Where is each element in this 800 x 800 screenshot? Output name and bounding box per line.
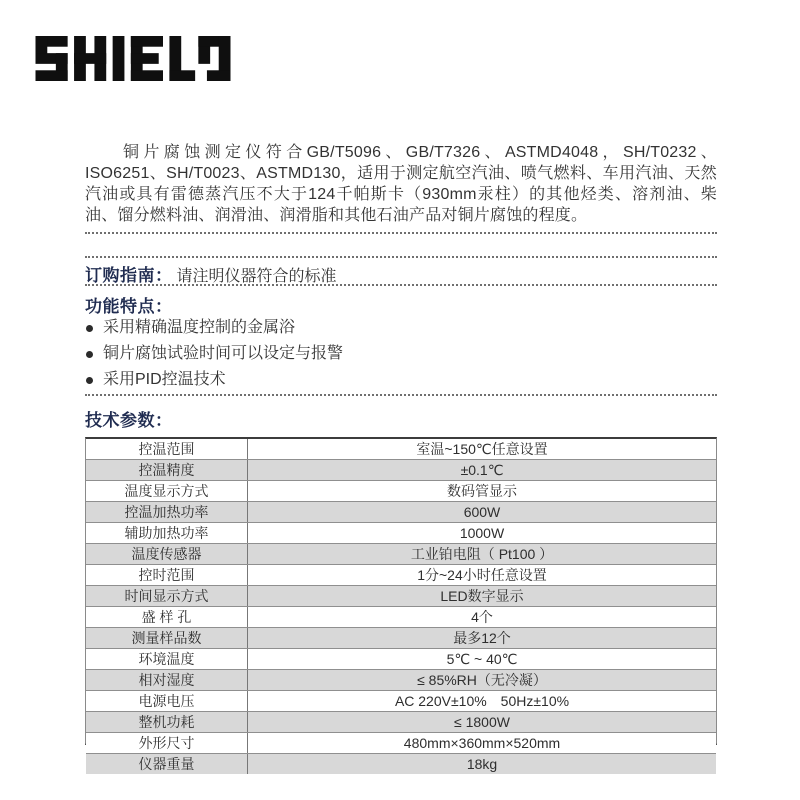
spec-name-cell: 外形尺寸 [86, 733, 248, 753]
divider-dotted-4 [85, 394, 717, 396]
feature-text: 采用精确温度控制的金属浴 [103, 319, 296, 336]
order-guide-text: 请注明仪器符合的标准 [176, 268, 337, 285]
spec-value-cell: 1000W [459, 525, 505, 541]
table-row [86, 522, 716, 543]
spec-name-cell: 控温精度 [86, 460, 248, 480]
bullet-icon [86, 377, 93, 384]
spec-value-cell: AC 220V±10% 50Hz±10% [394, 693, 570, 709]
feature-text: 采用PID控温技术 [103, 371, 226, 388]
spec-value-cell: 480mm×360mm×520mm [403, 735, 561, 751]
logo-text [35, 81, 36, 82]
spec-name-cell: 控温加热功率 [86, 502, 248, 522]
spec-value-cell: 室温~150℃任意设置 [416, 441, 548, 457]
table-row [86, 711, 716, 732]
features-heading: 功能特点： [85, 297, 173, 316]
feature-item [85, 368, 343, 394]
specs-heading: 技术参数： [85, 411, 173, 430]
table-row [86, 627, 716, 648]
table-row [86, 648, 716, 669]
spec-name-cell: 相对湿度 [86, 670, 248, 690]
table-row [86, 543, 716, 564]
order-guide-label: 订购指南： [85, 266, 173, 285]
table-row [86, 669, 716, 690]
table-row [86, 606, 716, 627]
intro-paragraph: 铜片腐蚀测定仪符合GB/T5096、GB/T7326、ASTMD4048，SH/T0232、ISO6251、SH/T0023、ASTMD130，适用于测定航空汽油、喷气燃料、车用汽油、天然汽油或具有雷德蒸汽压不大于124千帕斯卡（930mm汞柱）的其他烃类、溶剂油、柴油、馏分燃料油、润滑油、润滑脂和其他石油产品对铜片腐蚀的程度。 [85, 144, 717, 224]
spec-value-cell: ≤ 1800W [454, 714, 510, 730]
shield-logo [35, 36, 231, 81]
spec-value-cell: ±0.1℃ [460, 461, 504, 478]
divider-dotted-3 [85, 284, 717, 286]
table-row [86, 585, 716, 606]
feature-item [85, 316, 343, 342]
spec-name-cell: 电源电压 [86, 691, 248, 711]
shield-logo-icon [35, 36, 231, 81]
feature-list [85, 316, 343, 394]
spec-value-cell: 工业铂电阻（ Pt100 ） [410, 546, 554, 562]
spec-name-cell: 测量样品数 [86, 628, 248, 648]
spec-value-cell: 600W [463, 504, 501, 520]
table-row [86, 690, 716, 711]
spec-value-cell: 5℃ ~ 40℃ [446, 650, 518, 667]
bullet-icon [86, 351, 93, 358]
table-row [86, 459, 716, 480]
spec-name-cell: 整机功耗 [86, 712, 248, 732]
spec-name-cell: 控时范围 [86, 565, 248, 585]
table-row [86, 480, 716, 501]
spec-value-cell: 18kg [466, 756, 498, 772]
table-row [86, 564, 716, 585]
spec-name-cell: 温度传感器 [86, 544, 248, 564]
table-row [86, 753, 716, 774]
spec-value-cell: ≤ 85%RH（无冷凝） [417, 672, 547, 688]
spec-value-cell: 1分~24小时任意设置 [417, 567, 547, 583]
spec-name-cell: 时间显示方式 [86, 586, 248, 606]
table-row [86, 439, 716, 459]
order-guide-line [85, 261, 717, 286]
bullet-icon [86, 325, 93, 332]
spec-name-cell: 控温范围 [86, 439, 248, 459]
spec-name-cell: 仪器重量 [86, 754, 248, 774]
spec-value-cell: 4个 [471, 609, 493, 625]
spec-name-cell: 温度显示方式 [86, 481, 248, 501]
spec-table [85, 437, 717, 772]
spec-name-cell: 环境温度 [86, 649, 248, 669]
spec-name-cell: 辅助加热功率 [86, 523, 248, 543]
table-row [86, 501, 716, 522]
spec-name-cell: 盛 样 孔 [86, 607, 248, 627]
feature-text: 铜片腐蚀试验时间可以设定与报警 [103, 345, 344, 362]
divider-dotted-1 [85, 232, 717, 234]
table-row [86, 732, 716, 753]
feature-item [85, 342, 343, 368]
spec-value-cell: LED数字显示 [440, 588, 524, 604]
spec-value-cell: 最多12个 [453, 630, 511, 646]
spec-value-cell: 数码管显示 [447, 483, 517, 499]
divider-dotted-2 [85, 256, 717, 258]
